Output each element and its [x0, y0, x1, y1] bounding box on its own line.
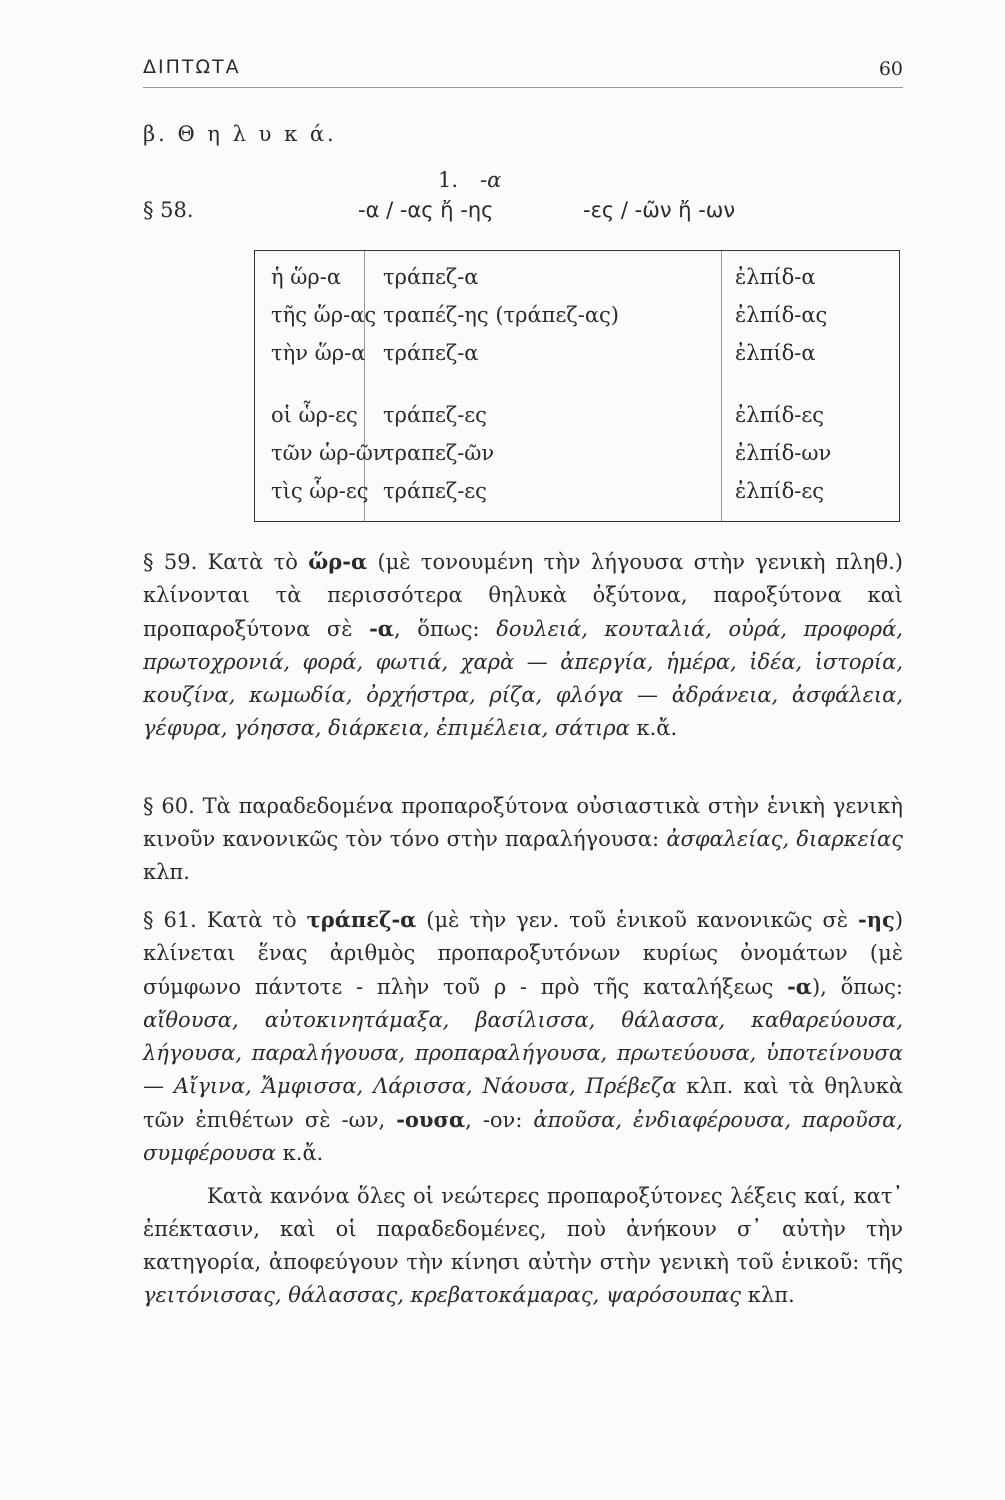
table-cell: τὴν ὥρ-α — [271, 341, 366, 365]
examples-list: γειτόνισσας, θάλασσας, κρεβατοκάμαρας, ψαρόσουπας — [143, 1283, 742, 1307]
declension-number: 1. — [438, 168, 459, 192]
table-cell: ἐλπίδ-ων — [735, 441, 832, 465]
table-cell: ἐλπίδ-ες — [735, 403, 824, 427]
table-cell: τράπεζ-α — [383, 265, 479, 289]
singular-endings: -α / -ας ἤ -ης — [358, 198, 494, 222]
subsection-title: β. Θ η λ υ κ ά. — [143, 122, 337, 146]
table-cell: τραπεζ-ῶν — [383, 441, 495, 465]
table-cell: τράπεζ-α — [383, 341, 479, 365]
examples-list: ἀποῦσα, ἐνδιαφέρουσα, παροῦσα, συμφέρουσα — [143, 1108, 903, 1165]
table-cell: ἐλπίδ-α — [735, 341, 816, 365]
declension-table — [254, 250, 900, 522]
table-cell: ἐλπίδ-ες — [735, 479, 824, 503]
table-cell: ἐλπίδ-ας — [735, 303, 828, 327]
running-head — [143, 52, 903, 88]
table-cell: τραπέζ-ης (τράπεζ-ας) — [383, 303, 619, 327]
declension-heading — [438, 168, 501, 192]
table-cell: οἱ ὧρ-ες — [271, 403, 358, 427]
header-rule — [143, 87, 903, 88]
table-cell: τὶς ὧρ-ες — [271, 479, 369, 503]
column-divider — [721, 251, 722, 521]
declension-type: -α — [480, 168, 502, 192]
table-cell: τράπεζ-ες — [383, 403, 487, 427]
paragraph-final: Κατὰ κανόνα ὅλες οἱ νεώτερες προπαροξύτονες λέξεις καί, κατ᾽ ἐπέκτασιν, καὶ οἱ παραδεδομένες, ποὺ ἀνήκουν σ᾽ αὐτὴν τὴν κατηγορία, ἀποφεύγουν τὴν κίνησι αὐτὴν στὴν γενικὴ τοῦ ἑνικοῦ: τῆς γειτόνισσας, θάλασσας, κρεβατοκάμαρας, ψαρόσουπας κλπ. — [143, 1184, 903, 1307]
plural-endings: -ες / -ῶν ἤ -ων — [583, 198, 736, 222]
table-cell: τῆς ὥρ-ας — [271, 303, 377, 327]
section-58-mark: § 58. — [143, 198, 194, 222]
paragraph-61: § 61. Κατὰ τὸ τράπεζ-α (μὲ τὴν γεν. τοῦ ἑνικοῦ κανονικῶς σὲ -ης) κλίνεται ἕνας ἀριθμὸς προπαροξυτόνων κυρίως ὀνομάτων (μὲ σύμφωνο πάντοτε - πλὴν τοῦ ρ - πρὸ τῆς καταλήξεως -α), ὅπως: αἴθουσα, αὐτοκινητάμαξα, βασίλισσα, θάλασσα, καθαρεύουσα, λήγουσα, παραλήγουσα, προπαραλήγουσα, πρωτεύουσα, ὑποτείνουσα — Αἴγινα, Ἄμφισσα, Λάρισσα, Νάουσα, Πρέβεζα κλπ. καὶ τὰ θηλυκὰ τῶν ἐπιθέτων σὲ -ων, -ουσα, -ον: ἀποῦσα, ἐνδιαφέρουσα, παροῦσα, συμφέρουσα κ.ἄ. — [143, 907, 904, 1165]
running-title: ΔΙΠΤΩΤΑ — [143, 56, 241, 78]
table-cell: ἡ ὥρ-α — [271, 265, 342, 289]
paragraph-60: § 60. Τὰ παραδεδομένα προπαροξύτονα οὐσιαστικὰ στὴν ἑνικὴ γενικὴ κινοῦν κανονικῶς τὸν τόνο στὴν παραλήγουσα: ἀσφαλείας, διαρκείας κλπ. — [143, 794, 903, 884]
page-number: 60 — [878, 58, 903, 80]
examples-list: δουλειά, κουταλιά, οὐρά, προφορά, πρωτοχρονιά, φορά, φωτιά, χαρὰ — ἀπεργία, ἡμέρα, ἰδέα, ἱστορία, κουζίνα, κωμωδία, ὀρχήστρα, ρίζα, φλόγα — ἀδράνεια, ἀσφάλεια, γέφυρα, γόησσα, διάρκεια, ἐπιμέλεια, σάτιρα — [143, 617, 903, 740]
table-cell: τῶν ὡρ-ῶν — [271, 441, 386, 465]
table-cell: ἐλπίδ-α — [735, 265, 816, 289]
table-cell: τράπεζ-ες — [383, 479, 487, 503]
paragraph-59: § 59. Κατὰ τὸ ὥρ-α (μὲ τονουμένη τὴν λήγουσα στὴν γενικὴ πληθ.) κλίνονται τὰ περισσότερα θηλυκὰ ὀξύτονα, παροξύτονα καὶ προπαροξύτονα σὲ -α, ὅπως: δουλειά, κουταλιά, οὐρά, προφορά, πρωτοχρονιά, φορά, φωτιά, χαρὰ — ἀπεργία, ἡμέρα, ἰδέα, ἱστορία, κουζίνα, κωμωδία, ὀρχήστρα, ρίζα, φλόγα — ἀδράνεια, ἀσφάλεια, γέφυρα, γόησσα, διάρκεια, ἐπιμέλεια, σάτιρα κ.ἄ. — [143, 549, 904, 740]
examples-list: αἴθουσα, αὐτοκινητάμαξα, βασίλισσα, θάλασσα, καθαρεύουσα, λήγουσα, παραλήγουσα, προπαραλήγουσα, πρωτεύουσα, ὑποτείνουσα — Αἴγινα, Ἄμφισσα, Λάρισσα, Νάουσα, Πρέβεζα — [143, 1008, 903, 1098]
